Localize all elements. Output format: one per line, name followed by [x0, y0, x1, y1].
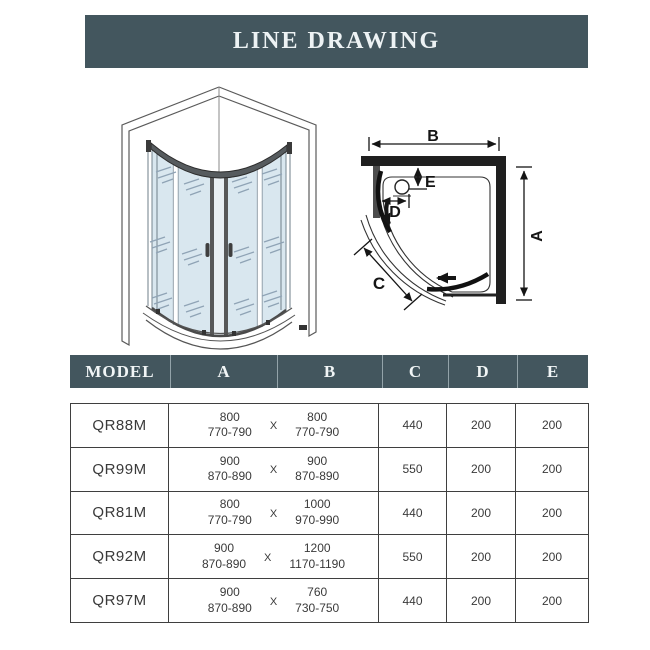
e-cell: 200 [516, 535, 589, 579]
door-handle-left [206, 243, 210, 257]
model-cell: QR99M [71, 447, 169, 491]
dim-label-e: E [425, 174, 436, 191]
dimensions-cell [169, 447, 379, 491]
d-cell: 200 [447, 491, 516, 535]
d-cell: 200 [447, 447, 516, 491]
tray-outline [383, 177, 490, 292]
model-cell: QR97M [71, 579, 169, 623]
door-stile-left [210, 177, 214, 336]
column-header-d: D [448, 355, 517, 388]
dim-a-range: 870-890 [207, 469, 252, 484]
dim-label-d: D [389, 204, 401, 221]
dim-a-range: 870-890 [202, 556, 247, 571]
dim-a-value: 900 [219, 584, 240, 599]
dim-label-b: B [427, 128, 439, 145]
dimensions-cell [169, 535, 379, 579]
dim-b-value: 900 [307, 453, 328, 468]
column-header-e: E [517, 355, 588, 388]
dim-b-value: 800 [307, 409, 328, 424]
dim-a-value: 900 [219, 453, 240, 468]
right-wall [496, 156, 506, 304]
column-header-a: A [170, 355, 277, 388]
dim-b-value: 1000 [303, 497, 331, 512]
top-wall [361, 156, 506, 166]
table-row [71, 491, 589, 535]
dim-a-value: 900 [214, 541, 235, 556]
c-cell: 550 [379, 447, 447, 491]
door-handle-right [229, 243, 233, 257]
x-separator: X [269, 507, 278, 520]
model-cell: QR81M [71, 491, 169, 535]
dim-c [354, 239, 422, 310]
corner-post-right [287, 142, 292, 154]
dim-a-range: 770-790 [207, 512, 252, 527]
e-cell: 200 [516, 447, 589, 491]
table-row [71, 404, 589, 448]
e-cell: 200 [516, 491, 589, 535]
title-bar [85, 15, 588, 68]
model-cell: QR88M [71, 404, 169, 448]
dimensions-cell [169, 579, 379, 623]
x-separator: X [269, 420, 278, 433]
isometric-drawing [112, 80, 324, 355]
c-cell: 440 [379, 404, 447, 448]
dimensions-cell [169, 491, 379, 535]
column-header-b: B [277, 355, 382, 388]
e-cell: 200 [516, 404, 589, 448]
table-row [71, 579, 589, 623]
c-cell: 440 [379, 491, 447, 535]
d-cell: 200 [447, 579, 516, 623]
dim-a-value: 800 [219, 409, 240, 424]
x-separator: X [264, 551, 272, 564]
page-title: LINE DRAWING [232, 28, 441, 54]
dim-a-range: 870-890 [207, 600, 252, 615]
model-cell: QR92M [71, 535, 169, 579]
dim-a-range: 770-790 [207, 425, 252, 440]
dim-a-value: 800 [219, 497, 240, 512]
spec-table [70, 403, 589, 623]
dim-label-c: C [372, 274, 386, 293]
center-gap [214, 178, 224, 336]
column-header-c: C [382, 355, 448, 388]
plan-drawing [340, 110, 565, 338]
dimensions-cell [169, 404, 379, 448]
door-stile-right [224, 177, 228, 336]
d-cell: 200 [447, 404, 516, 448]
roller-circle [395, 180, 409, 194]
dim-b-value: 1200 [303, 541, 331, 556]
table-header [70, 355, 588, 388]
dim-b-range: 870-890 [295, 469, 340, 484]
dim-label-a: A [529, 230, 546, 242]
corner-post-left [146, 140, 151, 152]
x-separator: X [269, 595, 278, 608]
column-header-model: MODEL [85, 361, 155, 381]
dim-b-range: 970-990 [295, 512, 340, 527]
dim-b-range: 770-790 [295, 425, 340, 440]
c-cell: 550 [379, 535, 447, 579]
table-row [71, 447, 589, 491]
dim-b-value: 760 [307, 584, 328, 599]
dim-b-range: 730-750 [295, 600, 340, 615]
table-row [71, 535, 589, 579]
door-panel-bottom [427, 274, 488, 289]
dim-b-range: 1170-1190 [289, 556, 345, 571]
e-cell: 200 [516, 579, 589, 623]
x-separator: X [269, 464, 278, 477]
c-cell: 440 [379, 579, 447, 623]
d-cell: 200 [447, 535, 516, 579]
